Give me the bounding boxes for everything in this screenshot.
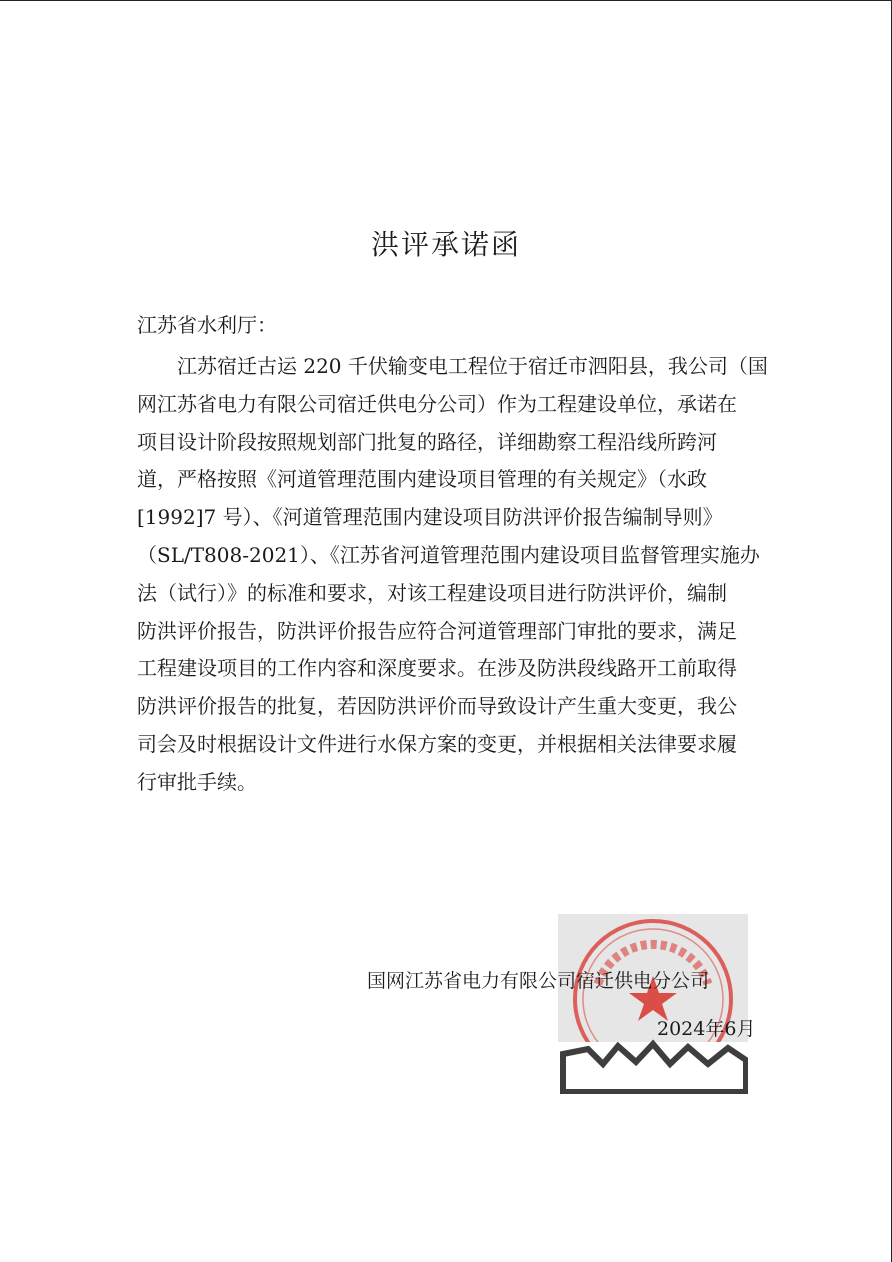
official-seal-icon	[558, 914, 748, 1094]
salutation: 江苏省水利厅：	[137, 313, 277, 337]
body-line: 行审批手续。	[137, 769, 257, 794]
signature-date: 2024年6月	[657, 1018, 756, 1040]
body-line: 防洪评价报告，防洪评价报告应符合河道管理部门审批的要求，满足	[137, 618, 737, 643]
body-line: 防洪评价报告的批复，若因防洪评价而导致设计产生重大变更，我公	[137, 694, 737, 719]
body-paragraph	[137, 348, 768, 802]
body-line: 工程建设项目的工作内容和深度要求。在涉及防洪段线路开工前取得	[137, 656, 737, 681]
body-line: 司会及时根据设计文件进行水保方案的变更，并根据相关法律要求履	[137, 731, 737, 756]
body-line: 道，严格按照《河道管理范围内建设项目管理的有关规定》（水政	[137, 467, 707, 492]
body-line: （SL/T808-2021）、《江苏省河道管理范围内建设项目监督管理实施办	[137, 542, 760, 567]
body-line: 网江苏省电力有限公司宿迁供电分公司）作为工程建设单位，承诺在	[137, 391, 737, 416]
body-line: 项目设计阶段按照规划部门批复的路径，详细勘察工程沿线所跨河	[137, 429, 717, 454]
signatory-name: 国网江苏省电力有限公司宿迁供电分公司	[367, 970, 710, 992]
body-line: 法（试行）》的标准和要求，对该工程建设项目进行防洪评价，编制	[137, 580, 727, 605]
body-line: 江苏宿迁古运 220 千伏输变电工程位于宿迁市泗阳县，我公司（国	[177, 354, 768, 378]
document-title: 洪评承诺函	[370, 228, 521, 261]
body-line: [1992]7 号）、《河道管理范围内建设项目防洪评价报告编制导则》	[137, 505, 723, 530]
